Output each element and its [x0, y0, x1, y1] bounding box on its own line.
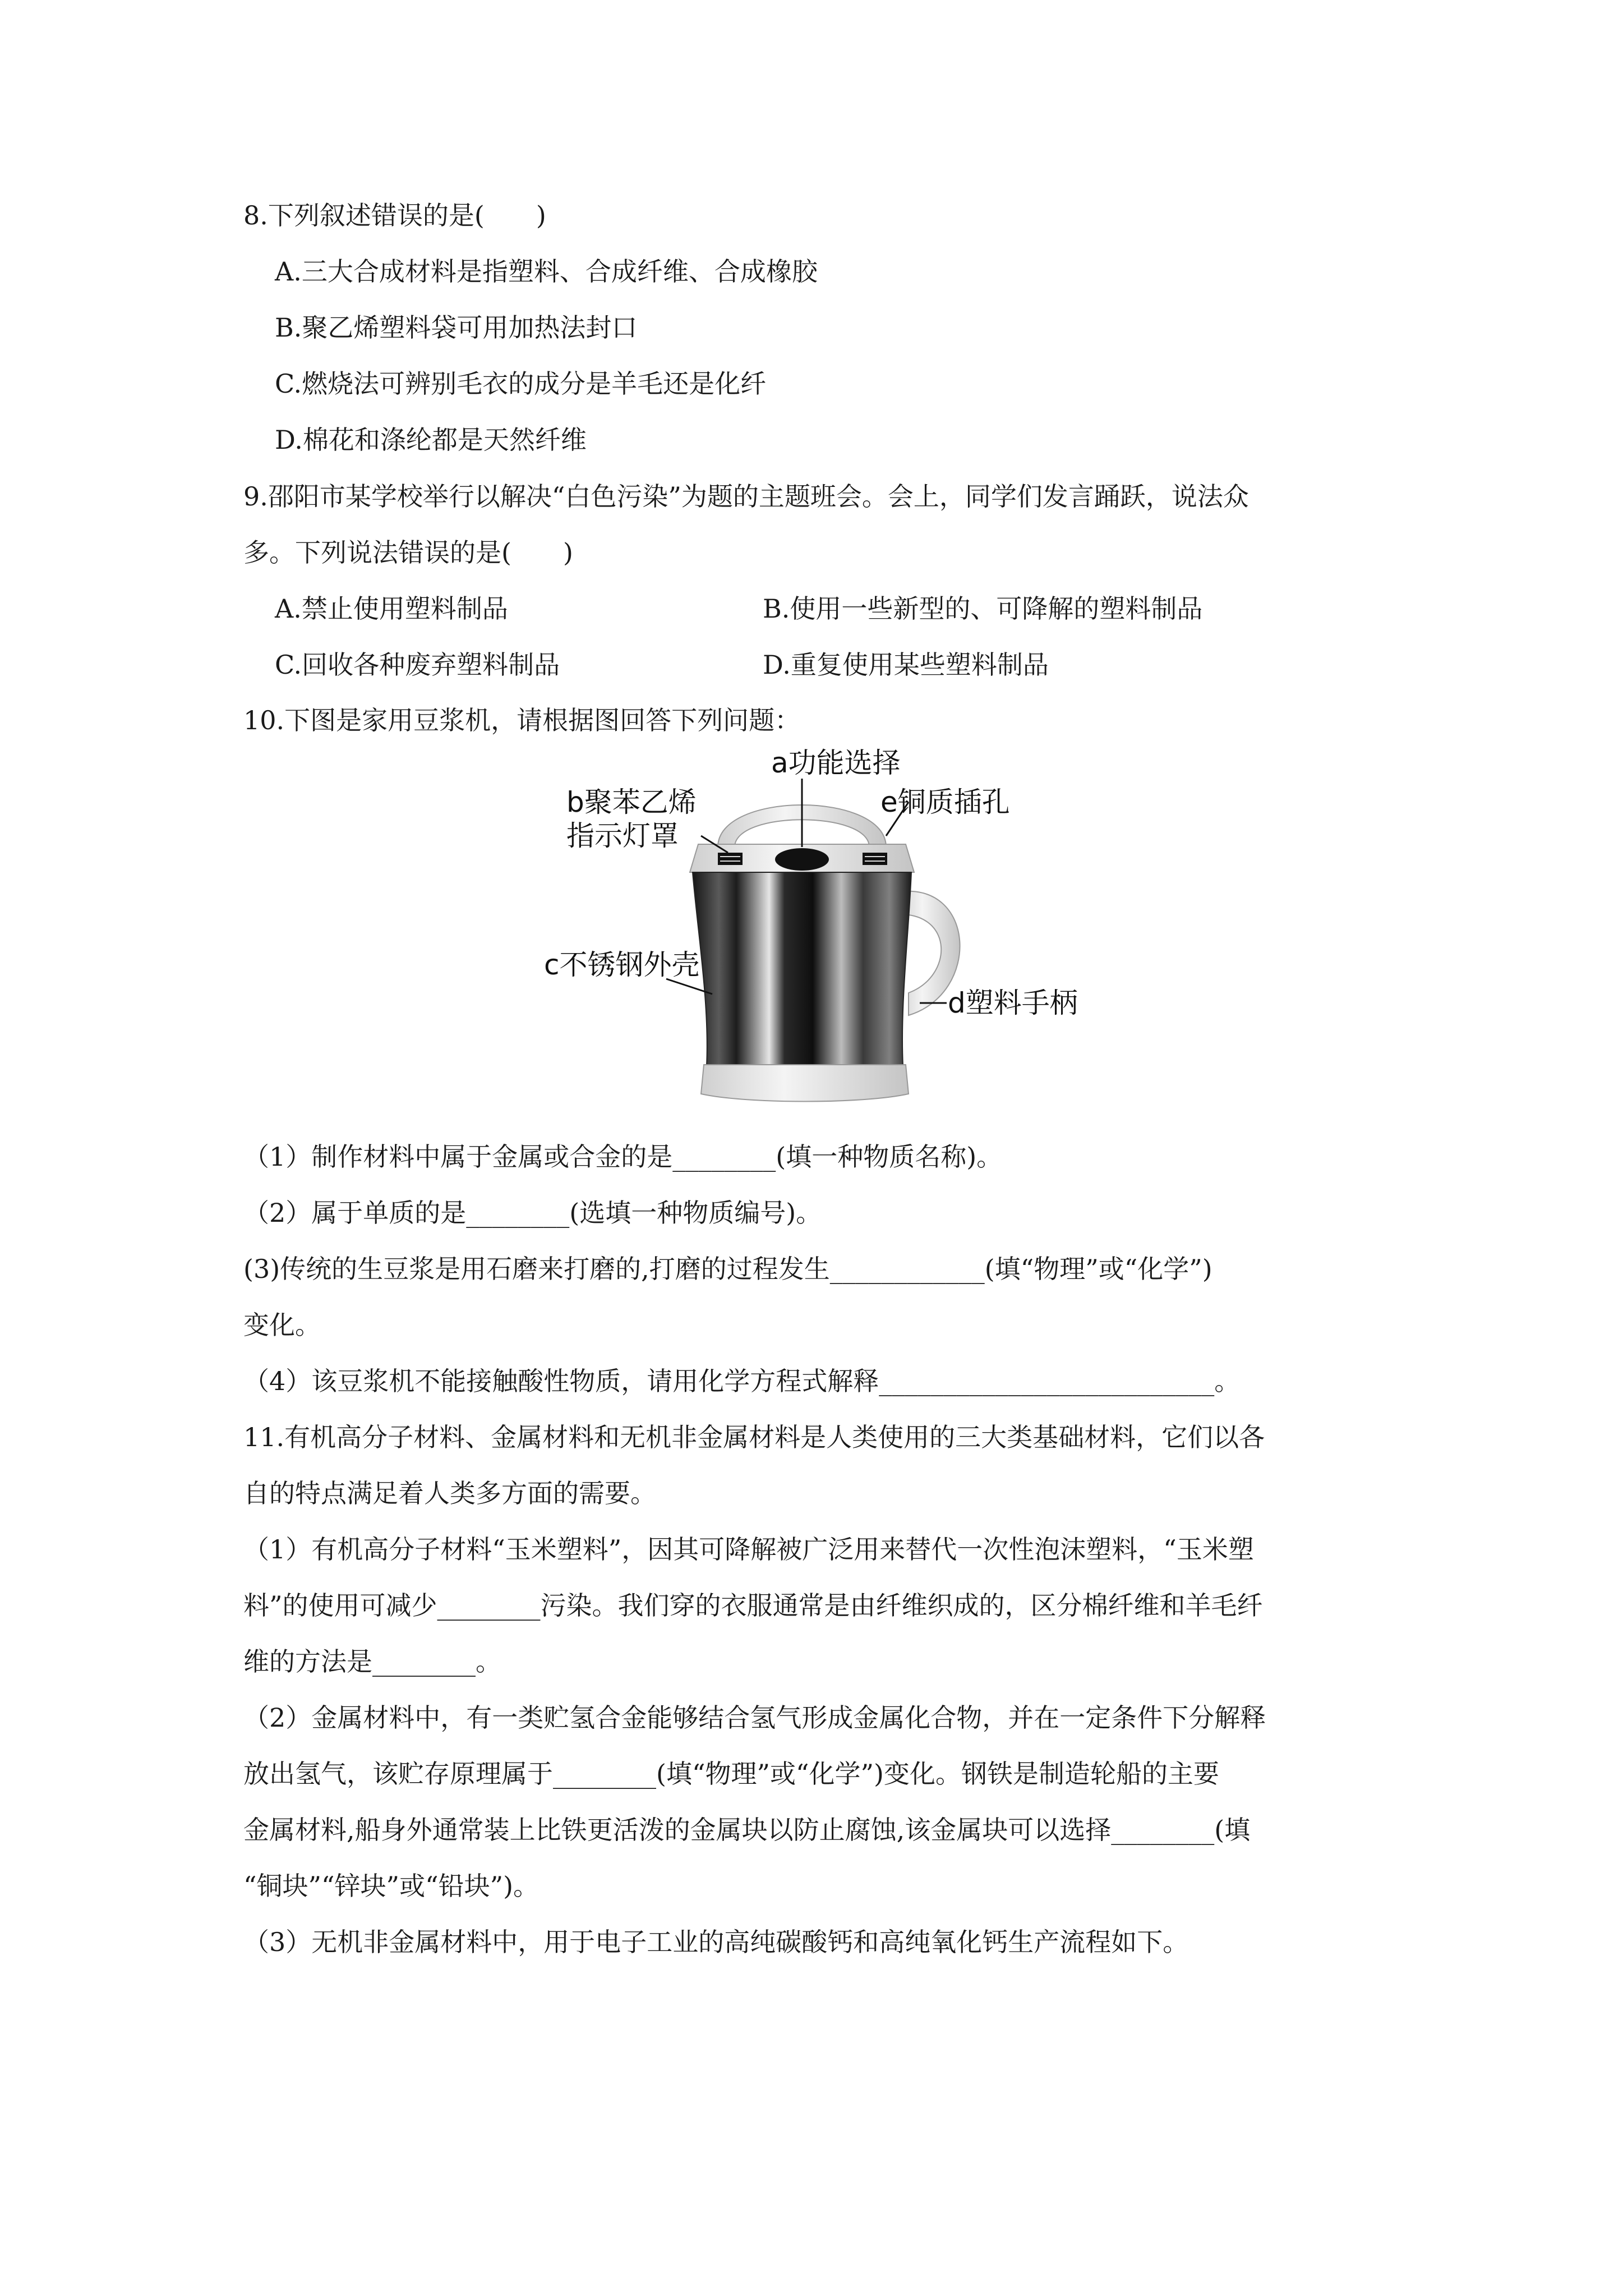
q9-stem-line1: 9.邵阳市某学校举行以解决“白色污染”为题的主题班会。会上，同学们发言踊跃，说法众 — [243, 481, 1249, 512]
q11-sub2-line3: 金属材料,船身外通常装上比铁更活泼的金属块以防止腐蚀,该金属块可以选择________(填 — [243, 1815, 1251, 1845]
q10-sub1: （1）制作材料中属于金属或合金的是________(填一种物质名称)。 — [243, 1142, 1003, 1172]
q11-sub3: （3）无机非金属材料中，用于电子工业的高纯碳酸钙和高纯氧化钙生产流程如下。 — [243, 1927, 1189, 1957]
q10-sub3-line1: (3)传统的生豆浆是用石磨来打磨的,打磨的过程发生____________(填“物理”或“化学”) — [243, 1254, 1212, 1284]
q11-sub2-line4: “铜块”“锌块”或“铅块”)。 — [243, 1871, 540, 1901]
q8-option-a: A.三大合成材料是指塑料、合成纤维、合成橡胶 — [275, 256, 818, 287]
indicator-lamp-cover-right — [863, 853, 887, 865]
base — [701, 1065, 909, 1102]
q9-option-d: D.重复使用某些塑料制品 — [763, 650, 1049, 680]
q11-stem-line1: 11.有机高分子材料、金属材料和无机非金属材料是人类使用的三大类基础材料，它们以各 — [243, 1422, 1265, 1452]
label-e-copper-jack: e铜质插孔 — [880, 786, 1010, 818]
q11-sub1-line1: （1）有机高分子材料“玉米塑料”，因其可降解被广泛用来替代一次性泡沫塑料，“玉米塑 — [243, 1534, 1254, 1565]
label-c-steel-shell: c不锈钢外壳 — [544, 949, 700, 981]
label-b-line2: 指示灯罩 — [566, 820, 679, 852]
q10-stem: 10.下图是家用豆浆机，请根据图回答下列问题： — [243, 705, 801, 735]
q11-sub2-line2: 放出氢气，该贮存原理属于________(填“物理”或“化学”)变化。钢铁是制造轮船的主要 — [243, 1759, 1219, 1789]
label-d-plastic-handle: d塑料手柄 — [948, 987, 1078, 1019]
label-b-line1: b聚苯乙烯 — [566, 786, 697, 818]
q9-option-b: B.使用一些新型的、可降解的塑料制品 — [763, 593, 1203, 624]
q10-sub3-line2: 变化。 — [243, 1310, 321, 1340]
q8-option-b: B.聚乙烯塑料袋可用加热法封口 — [275, 312, 638, 343]
soymilk-maker-figure — [544, 747, 1088, 1122]
q8-option-c: C.燃烧法可辨别毛衣的成分是羊毛还是化纤 — [275, 369, 767, 399]
indicator-lamp-cover-left — [718, 853, 743, 865]
q9-stem-line2: 多。下列说法错误的是( ) — [243, 537, 573, 568]
q8-stem: 8.下列叙述错误的是( ) — [243, 200, 546, 231]
q9-option-a: A.禁止使用塑料制品 — [275, 593, 508, 624]
q11-sub2-line1: （2）金属材料中，有一类贮氢合金能够结合氢气形成金属化合物，并在一定条件下分解释 — [243, 1703, 1266, 1733]
stainless-shell — [693, 872, 911, 1066]
label-a-function-select: a功能选择 — [771, 747, 901, 779]
q10-sub2: （2）属于单质的是________(选填一种物质编号)。 — [243, 1198, 822, 1228]
q10-sub4: （4）该豆浆机不能接触酸性物质，请用化学方程式解释__________________________。 — [243, 1366, 1241, 1396]
q9-option-c: C.回收各种废弃塑料制品 — [275, 650, 560, 680]
function-selector — [775, 848, 829, 871]
q11-stem-line2: 自的特点满足着人类多方面的需要。 — [243, 1478, 656, 1508]
q8-option-d: D.棉花和涤纶都是天然纤维 — [275, 425, 587, 455]
q11-sub1-line3: 维的方法是________。 — [243, 1646, 501, 1677]
q11-sub1-line2: 料”的使用可减少________污染。我们穿的衣服通常是由纤维织成的，区分棉纤维和羊毛纤 — [243, 1590, 1263, 1621]
